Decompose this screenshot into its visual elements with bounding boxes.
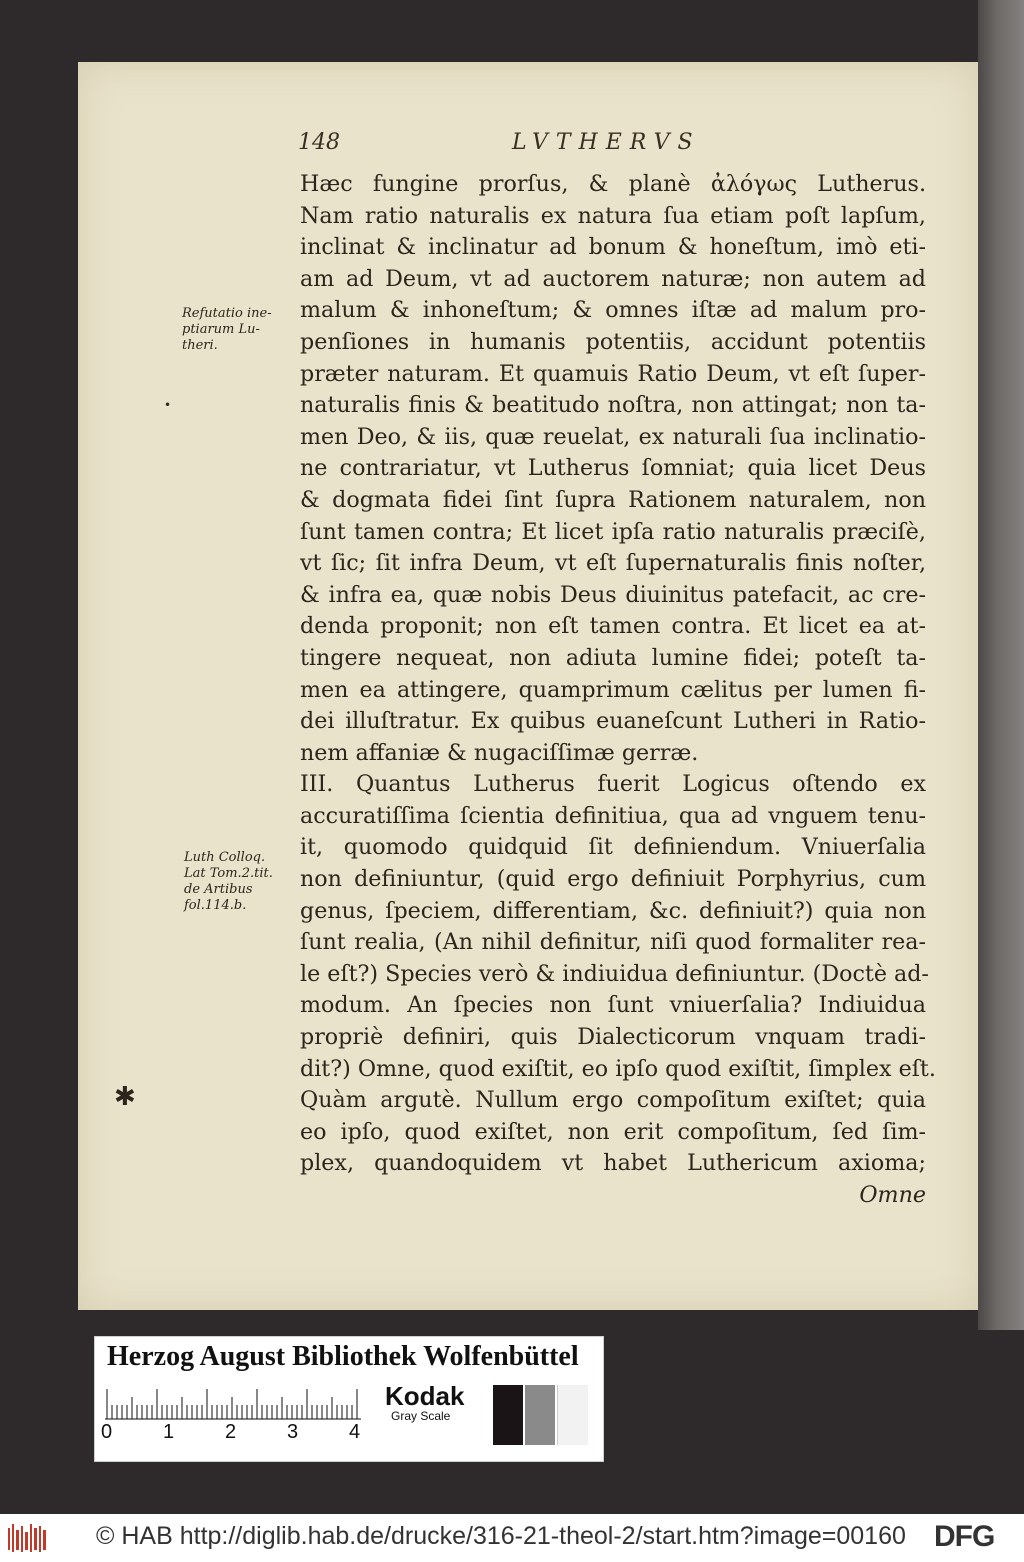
- text-line: penſiones in humanis potentiis, accidunt potentiis: [300, 328, 926, 355]
- text-line: am ad Deum, vt ad auctorem naturæ; non autem ad: [300, 265, 926, 292]
- margin-note-refutatio: Refutatio ine- ptiarum Lu- theri.: [182, 306, 272, 353]
- library-scale-card: [94, 1336, 604, 1462]
- text-line: ne contrariatur, vt Lutherus ſomniat; quia licet Deus: [300, 455, 926, 482]
- scan-background-strip: [978, 0, 1024, 1330]
- ruler-number: 2: [225, 1421, 237, 1443]
- page-header: [298, 130, 938, 160]
- gray-swatch-black: [493, 1385, 523, 1445]
- text-line: naturalis finis & beatitudo noſtra, non attingat; non ta-: [300, 392, 926, 419]
- footer-bar: [0, 1514, 1024, 1562]
- page-number: 148: [298, 130, 340, 155]
- text-line: non definiuntur, (quid ergo definiuit Porphyrius, cum: [300, 866, 926, 893]
- text-line: ſunt realia, (An nihil definitur, niſi quod formaliter rea-: [300, 929, 926, 956]
- text-line: Nam ratio naturalis ex natura ſua etiam poſt lapſum,: [300, 202, 926, 229]
- text-line: ſunt tamen contra; Et licet ipſa ratio naturalis præciſè,: [300, 518, 926, 545]
- text-line: men Deo, & iis, quæ reuelat, ex naturali ſua inclinatio-: [300, 423, 926, 450]
- ruler-number: 0: [101, 1421, 113, 1443]
- text-line: Hæc fungine prorſus, & planè ἀλόγως Lutherus.: [300, 171, 926, 197]
- text-line: III. Quantus Lutherus fuerit Logicus oſtendo ex: [300, 771, 926, 798]
- text-line: men ea attingere, quamprimum cælitus per lumen fi-: [300, 676, 926, 703]
- text-line: & dogmata fidei ſint ſupra Rationem naturalem, non: [300, 486, 926, 513]
- catchword: Omne: [859, 1182, 926, 1208]
- library-name: Herzog August Bibliothek Wolfenbüttel: [107, 1341, 579, 1372]
- copyright-url[interactable]: © HAB http://diglib.hab.de/drucke/316-21-theol-2/start.htm?image=00160: [96, 1522, 906, 1550]
- text-line: dei illuſtratur. Ex quibus euaneſcunt Lutheri in Ratio-: [300, 708, 926, 735]
- text-line: præter naturam. Et quamuis Ratio Deum, vt eſt ſuper-: [300, 360, 926, 387]
- text-line: it, quomodo quidquid ſit definiendum. Vniuerſalia: [300, 834, 926, 861]
- barcode-icon: [8, 1524, 48, 1552]
- text-line: nem affaniæ & nugaciſſimæ gerræ.: [300, 739, 699, 766]
- text-line: denda proponit; non eſt tamen contra. Et licet ea at-: [300, 613, 926, 640]
- running-head: LVTHERVS: [512, 130, 701, 155]
- gray-swatch-white: [557, 1385, 588, 1445]
- ruler-number: 1: [163, 1421, 175, 1443]
- text-line: tingere nequeat, non adiuta lumine fidei; poteſt ta-: [300, 644, 926, 671]
- kodak-brand: Kodak: [385, 1381, 465, 1411]
- ruler-scale: [105, 1385, 361, 1421]
- text-line: modum. An ſpecies non ſunt vniuerſalia? Indiuidua: [300, 992, 926, 1019]
- text-line: plex, quandoquidem vt habet Luthericum axioma;: [300, 1150, 926, 1177]
- text-line: le eſt?) Species verò & indiuidua definiuntur. (Doctè ad-: [300, 960, 929, 987]
- ruler-number: 3: [287, 1421, 299, 1443]
- gray-scale-label: Gray Scale: [391, 1409, 451, 1423]
- gray-swatch-mid: [525, 1385, 555, 1445]
- text-line: eo ipſo, quod exiſtet, non erit compoſitum, ſed ſim-: [300, 1118, 926, 1145]
- text-line: vt ſic; ſit infra Deum, vt eſt ſupernaturalis finis noſter,: [300, 550, 926, 577]
- text-line: dit?) Omne, quod exiſtit, eo ipſo quod exiſtit, ſimplex eſt.: [300, 1055, 936, 1082]
- ruler-number: 4: [349, 1421, 361, 1443]
- text-line: malum & inhoneſtum; & omnes iſtæ ad malum pro-: [300, 297, 926, 324]
- text-line: propriè definiri, quis Dialecticorum vnquam tradi-: [300, 1024, 926, 1051]
- asterisk-ornament-icon: ✱: [114, 1082, 136, 1112]
- margin-note-colloquia: Luth Colloq. Lat Tom.2.tit. de Artibus fol.114.b.: [184, 850, 273, 913]
- page-body-text: [300, 169, 936, 1212]
- dfg-logo: DFG: [934, 1520, 995, 1553]
- text-line: & infra ea, quæ nobis Deus diuinitus patefacit, ac cre-: [300, 581, 926, 608]
- text-line: accuratiſſima ſcientia definitiua, qua ad vnguem tenu-: [300, 802, 926, 829]
- text-line: inclinat & inclinatur ad bonum & honeſtum, imò eti-: [300, 234, 926, 261]
- text-line: genus, ſpeciem, differentiam, &c. definiuit?) quia non: [300, 897, 926, 924]
- asterisk-icon: •: [164, 398, 172, 412]
- text-line: Quàm argutè. Nullum ergo compoſitum exiſtet; quia: [300, 1087, 926, 1114]
